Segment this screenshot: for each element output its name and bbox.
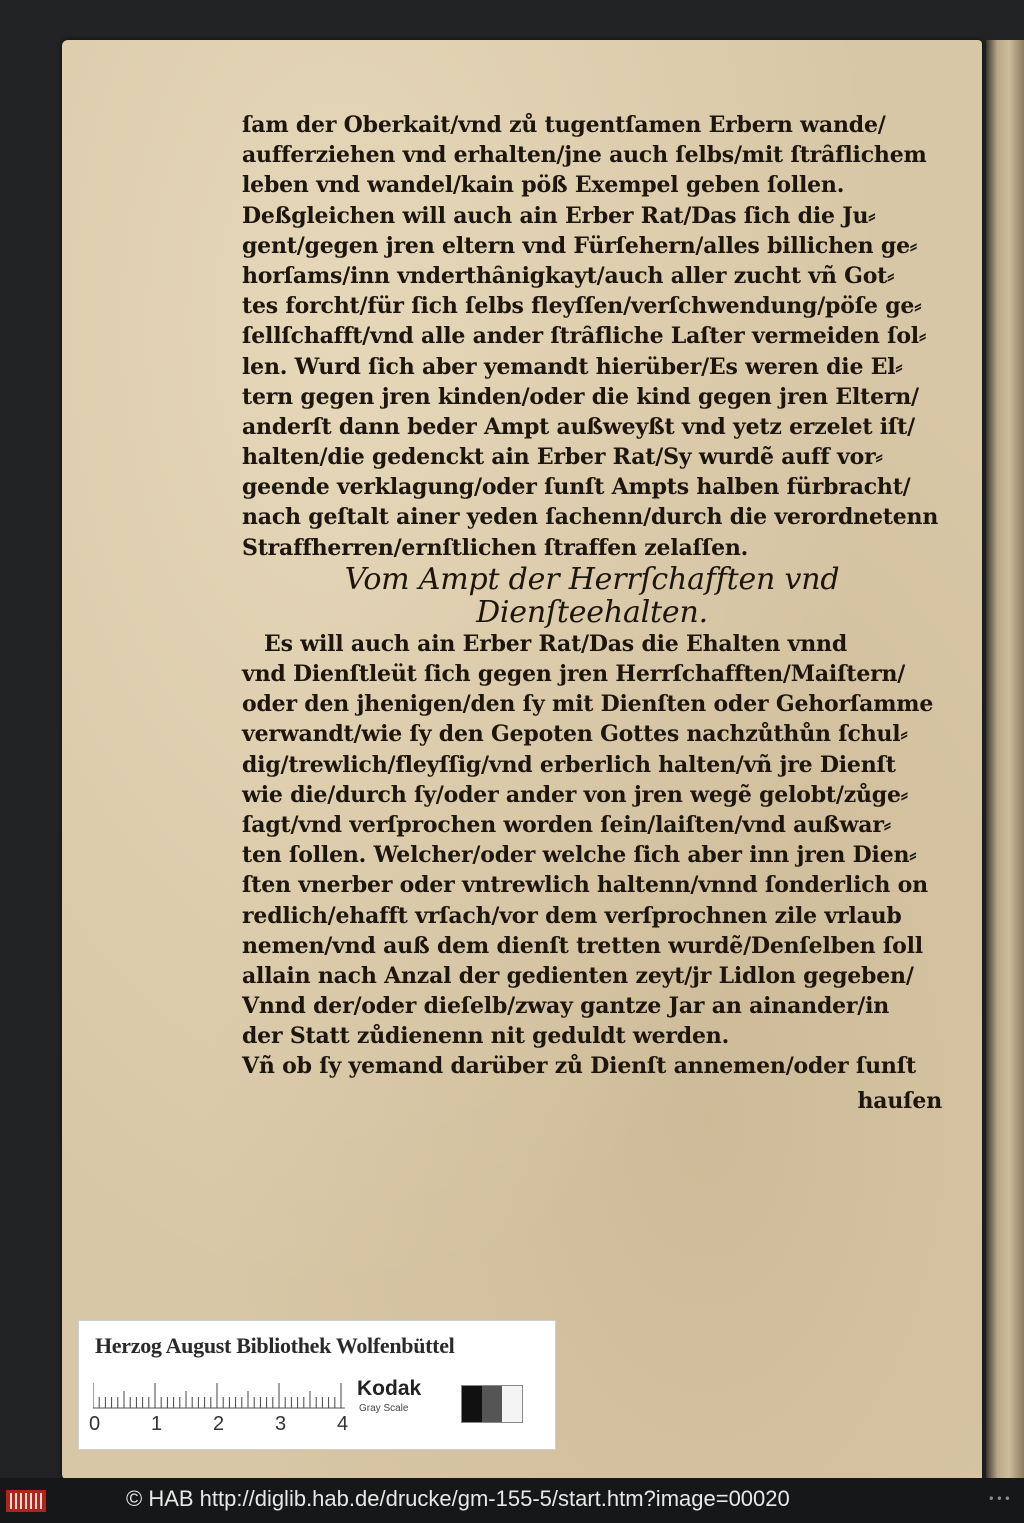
footer-bar — [0, 1478, 1024, 1523]
text-line: Deßgleichen will auch ain Erber Rat/Das ſich die Ju⸗ — [242, 202, 876, 229]
section-heading — [242, 563, 942, 629]
text-line: allain nach Anzal der gedienten zeyt/jr Lidlon gegeben/ — [242, 962, 914, 989]
text-line: oder den jhenigen/den ſy mit Dienſten oder Gehorſamme — [242, 691, 934, 718]
text-line: len. Wurd ſich aber yemandt hierüber/Es weren die El⸗ — [242, 353, 903, 380]
catchword: hauſen — [857, 1087, 942, 1114]
paragraph-block-1 — [242, 110, 942, 563]
text-line: aufferziehen vnd erhalten/jne auch ſelbs/mit ſtrȃflichem — [242, 142, 927, 169]
text-line: geende verklagung/oder ſunſt Ampts halben fürbracht/ — [242, 474, 911, 501]
ruler-number: 3 — [275, 1413, 287, 1435]
facing-page-edge — [986, 40, 1024, 1480]
ruler-number: 2 — [213, 1413, 225, 1435]
text-line: redlich/ehafft vrſach/vor dem verſprochnen zile vrlaub — [242, 902, 902, 929]
ruler-scale — [93, 1381, 345, 1409]
text-line: ſten vnerber oder vntrewlich haltenn/vnnd ſonderlich on — [242, 872, 928, 899]
text-line: wie die/durch ſy/oder ander von jren wegẽ gelobt/zůge⸗ — [242, 781, 908, 808]
book-page — [62, 40, 982, 1480]
text-line: ſam der Oberkait/vnd zů tugentſamen Erbern wande/ — [242, 112, 886, 138]
text-line: anderſt dann beder Ampt außweyßt vnd yetz erzelet iſt/ — [242, 413, 915, 440]
gray-scale-label: Gray Scale — [359, 1403, 409, 1414]
heading-line: Vom Ampt der Herrſchafften vnd — [344, 561, 840, 597]
text-line: nemen/vnd auß dem dienſt tretten wurdẽ/Denſelben ſoll — [242, 932, 923, 959]
ruler-number: 1 — [151, 1413, 163, 1435]
swatch-white — [502, 1386, 522, 1422]
color-chart — [78, 1320, 556, 1450]
text-line: Vñ ob ſy yemand darüber zů Dienſt annemen/oder ſunſt — [242, 1053, 916, 1080]
kodak-logo: Kodak — [357, 1377, 422, 1400]
swatch-black — [462, 1386, 482, 1422]
text-line: tern gegen jren kinden/oder die kind gegen jren Eltern/ — [242, 383, 919, 410]
text-line: der Statt zůdienenn nit geduldt werden. — [242, 1023, 730, 1050]
text-line: halten/die gedenckt ain Erber Rat/Sy wurdẽ auff vor⸗ — [242, 444, 883, 471]
ruler-number: 4 — [337, 1413, 349, 1435]
copyright-url[interactable]: © HAB http://diglib.hab.de/drucke/gm-155-5/start.htm?image=00020 — [126, 1486, 790, 1511]
institution-label: Herzog August Bibliothek Wolfenbüttel — [95, 1333, 455, 1358]
text-line: dig/trewlich/fleyſſig/vnd erberlich halten/vñ jre Dienſt — [242, 751, 896, 778]
swatch-dark-gray — [482, 1386, 502, 1422]
paragraph-block-2 — [242, 629, 942, 1082]
text-line: tes forcht/für ſich ſelbs fleyſſen/verſchwendung/pöſe ge⸗ — [242, 293, 922, 320]
text-line: Es will auch ain Erber Rat/Das die Ehalten vnnd — [264, 630, 847, 657]
text-line: gent/gegen jren eltern vnd Fürſehern/alles billichen ge⸗ — [242, 232, 918, 259]
text-line: vnd Dienſtleüt ſich gegen jren Herrſchafften/Maiſtern/ — [242, 661, 906, 687]
text-line: ſellſchafft/vnd alle ander ſtrȃfliche Laſter vermeiden ſol⸗ — [242, 323, 927, 350]
text-line: nach geſtalt ainer yeden ſachenn/durch die verordnetenn — [242, 504, 939, 531]
page-text — [242, 110, 942, 1116]
heading-line: Dienſteehalten. — [476, 594, 708, 630]
more-options-icon[interactable]: ••• — [987, 1492, 1012, 1506]
text-line: ten ſollen. Welcher/oder welche ſich aber inn jren Dien⸗ — [242, 842, 917, 869]
gray-swatches — [461, 1385, 523, 1423]
ruler-number: 0 — [89, 1413, 101, 1435]
text-line: Straffherren/ernſtlichen ſtraffen zelaſſen. — [242, 534, 749, 561]
text-line: verwandt/wie ſy den Gepoten Gottes nachzůthůn ſchul⸗ — [242, 721, 908, 748]
text-line: horſams/inn vnderthȃnigkayt/auch aller zucht vñ Got⸗ — [242, 262, 895, 289]
text-line: Vnnd der/oder dieſelb/zway gantze Jar an ainander/in — [242, 993, 890, 1020]
hab-logo-icon — [6, 1488, 46, 1514]
text-line: leben vnd wandel/kain pöß Exempel geben ſollen. — [242, 172, 845, 199]
text-line: ſagt/vnd verſprochen worden ſein/laiſten/vnd außwar⸗ — [242, 811, 891, 838]
